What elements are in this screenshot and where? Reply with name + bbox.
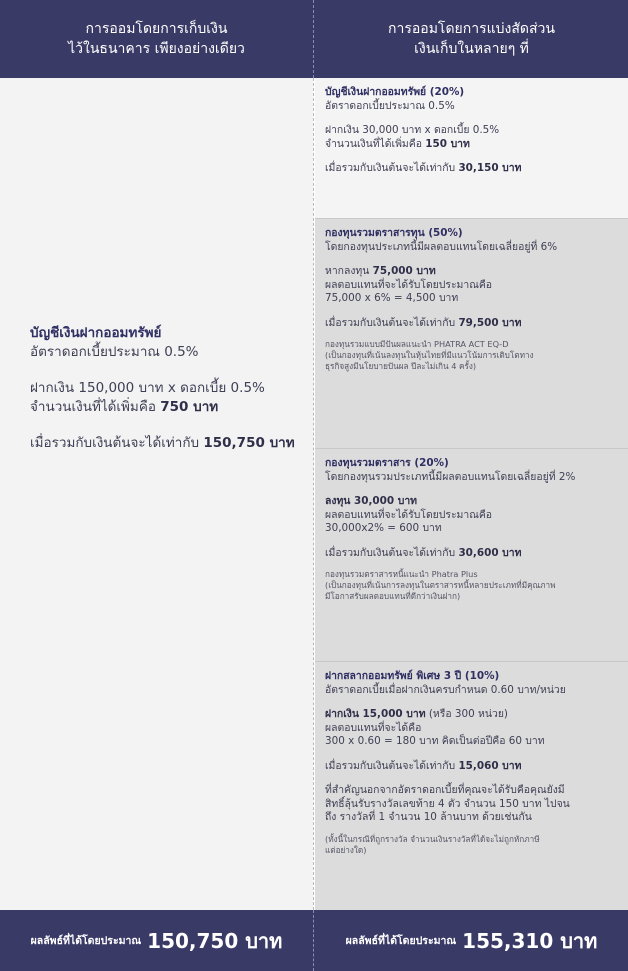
equity-fund-block — [315, 219, 628, 448]
bond-fund-block — [315, 449, 628, 661]
left-gain-label: จำนวนเงินที่ได้เพิ่มคือ — [30, 399, 161, 415]
b3-total-label: เมื่อรวมกับเงินต้นจะได้เท่ากับ — [325, 546, 459, 559]
right-heading-line2: เงินเก็บในหลายๆ ที่ — [414, 41, 529, 57]
left-result-label: ผลลัพธ์ที่ได้โดยประมาณ — [30, 935, 142, 947]
b4-deposit — [325, 708, 620, 722]
right-column — [315, 78, 628, 910]
b2-invest-label: หากลงทุน — [325, 265, 373, 277]
b4-extra2: สิทธิ์ลุ้นรับรางวัลเลขท้าย 4 ตัว จำนวน 150 บาท ไปจน — [325, 797, 570, 810]
savings-lottery-block — [315, 662, 628, 910]
b2-note1: กองทุนรวมแบบมีปันผลแนะนำ PHATRA ACT EQ-D — [325, 339, 509, 349]
b1-gain-value: 150 บาท — [425, 137, 470, 150]
b4-note1: (ทั้งนี้ในกรณีที่ถูกรางวัล จำนวนเงินรางวัลที่ได้จะไม่ถูกหักภาษี — [325, 833, 540, 844]
right-result-label: ผลลัพธ์ที่ได้โดยประมาณ — [345, 935, 457, 947]
b1-gain-label: จำนวนเงินที่ได้เพิ่มคือ — [325, 137, 426, 150]
left-gain — [30, 398, 306, 417]
b4-return-calc: 300 x 0.60 = 180 บาท คิดเป็นต่อปีคือ 60 บาท — [325, 735, 545, 747]
left-column — [0, 78, 313, 910]
b3-invest-value: ลงทุน 30,000 บาท — [325, 495, 418, 507]
b2-total-value: 79,500 บาท — [458, 316, 522, 329]
b1-gain — [325, 138, 620, 152]
b2-note3: ธุรกิจสูงมีนโยบายปันผล ปีละไม่เกิน 4 ครั้ง) — [325, 361, 477, 371]
left-result — [0, 910, 313, 971]
b4-extra1: ที่สำคัญนอกจากอัตราดอกเบี้ยที่คุณจะได้รับคือคุณยังมี — [325, 784, 565, 796]
b3-note3: มีโอกาสรับผลตอบแทนที่ดีกว่าเงินฝาก) — [325, 591, 461, 601]
b4-note2: แต่อย่างใด) — [325, 844, 367, 855]
b2-total — [325, 317, 620, 331]
b4-total — [325, 760, 620, 774]
savings-account-block — [315, 78, 628, 218]
left-gain-value: 750 บาท — [160, 399, 219, 415]
right-result — [315, 910, 628, 971]
b2-invest — [325, 265, 620, 279]
b2-return-label: ผลตอบแทนที่จะได้รับโดยประมาณคือ — [325, 278, 493, 291]
b1-rate: อัตราดอกเบี้ยประมาณ 0.5% — [325, 99, 455, 112]
b2-invest-value: 75,000 บาท — [372, 265, 436, 277]
b2-return-calc: 75,000 x 6% = 4,500 บาท — [325, 292, 459, 304]
left-title: บัญชีเงินฝากออมทรัพย์ — [30, 325, 162, 341]
b4-total-value: 15,060 บาท — [458, 759, 522, 772]
right-result-value: 155,310 บาท — [462, 928, 598, 953]
b3-invest — [325, 495, 620, 509]
left-rate: อัตราดอกเบี้ยประมาณ 0.5% — [30, 344, 199, 360]
left-total-label: เมื่อรวมกับเงินต้นจะได้เท่ากับ — [30, 435, 204, 451]
left-calc: ฝากเงิน 150,000 บาท x ดอกเบี้ย 0.5% — [30, 380, 265, 396]
left-result-value: 150,750 บาท — [147, 928, 283, 953]
b1-total-label: เมื่อรวมกับเงินต้นจะได้เท่ากับ — [325, 162, 459, 174]
b2-desc: โดยกองทุนประเภทนี้มีผลตอบแทนโดยเฉลี่ยอยู่ที่ 6% — [325, 240, 558, 253]
b2-note2: (เป็นกองทุนที่เน้นลงทุนในหุ้นไทยที่มีแนวโน้มการเติบโตทาง — [325, 350, 534, 360]
b4-total-label: เมื่อรวมกับเงินต้นจะได้เท่ากับ — [325, 759, 459, 772]
b3-desc: โดยกองทุนรวมประเภทนี้มีผลตอบแทนโดยเฉลี่ยอยู่ที่ 2% — [325, 470, 576, 483]
b3-note2: (เป็นกองทุนที่เน้นการลงทุนในตราสารหนี้หลายประเภทที่มีคุณภาพ — [325, 580, 556, 590]
left-total — [30, 434, 306, 453]
b3-total-value: 30,600 บาท — [458, 546, 522, 559]
b2-title: กองทุนรวมตราสารทุน (50%) — [325, 227, 463, 239]
left-total-value: 150,750 บาท — [203, 435, 295, 451]
footer-bar — [0, 910, 628, 971]
right-column-heading — [315, 0, 628, 78]
b1-title: บัญชีเงินฝากออมทรัพย์ (20%) — [325, 86, 465, 98]
b4-title: ฝากสลากออมทรัพย์ พิเศษ 3 ปี (10%) — [325, 670, 500, 682]
header-bar — [0, 0, 628, 78]
left-column-heading — [0, 0, 313, 78]
b3-return-label: ผลตอบแทนที่จะได้รับโดยประมาณคือ — [325, 508, 493, 521]
b4-extra3: ถึง รางวัลที่ 1 จำนวน 10 ล้านบาท ด้วยเช่นกัน — [325, 811, 532, 823]
b1-total — [325, 162, 620, 176]
b1-calc: ฝากเงิน 30,000 บาท x ดอกเบี้ย 0.5% — [325, 124, 500, 136]
b1-total-value: 30,150 บาท — [458, 162, 522, 174]
b4-deposit-value: ฝากเงิน 15,000 บาท — [325, 708, 426, 720]
b4-rate: อัตราดอกเบี้ยเมื่อฝากเงินครบกำหนด 0.60 บาท/หน่วย — [325, 683, 566, 696]
b3-note1: กองทุนรวมตราสารหนี้แนะนำ Phatra Plus — [325, 569, 478, 579]
b4-return-label: ผลตอบแทนที่จะได้คือ — [325, 721, 422, 734]
b4-deposit-units: (หรือ 300 หน่วย) — [425, 708, 508, 720]
left-heading-line1: การออมโดยการเก็บเงิน — [85, 21, 228, 37]
right-heading-line1: การออมโดยการแบ่งสัดส่วน — [388, 21, 555, 37]
b3-return-calc: 30,000x2% = 600 บาท — [325, 522, 442, 534]
left-heading-line2: ไว้ในธนาคาร เพียงอย่างเดียว — [68, 41, 245, 57]
b3-title: กองทุนรวมตราสาร (20%) — [325, 457, 449, 469]
b3-total — [325, 547, 620, 561]
b2-total-label: เมื่อรวมกับเงินต้นจะได้เท่ากับ — [325, 316, 459, 329]
left-savings-summary — [30, 324, 306, 453]
